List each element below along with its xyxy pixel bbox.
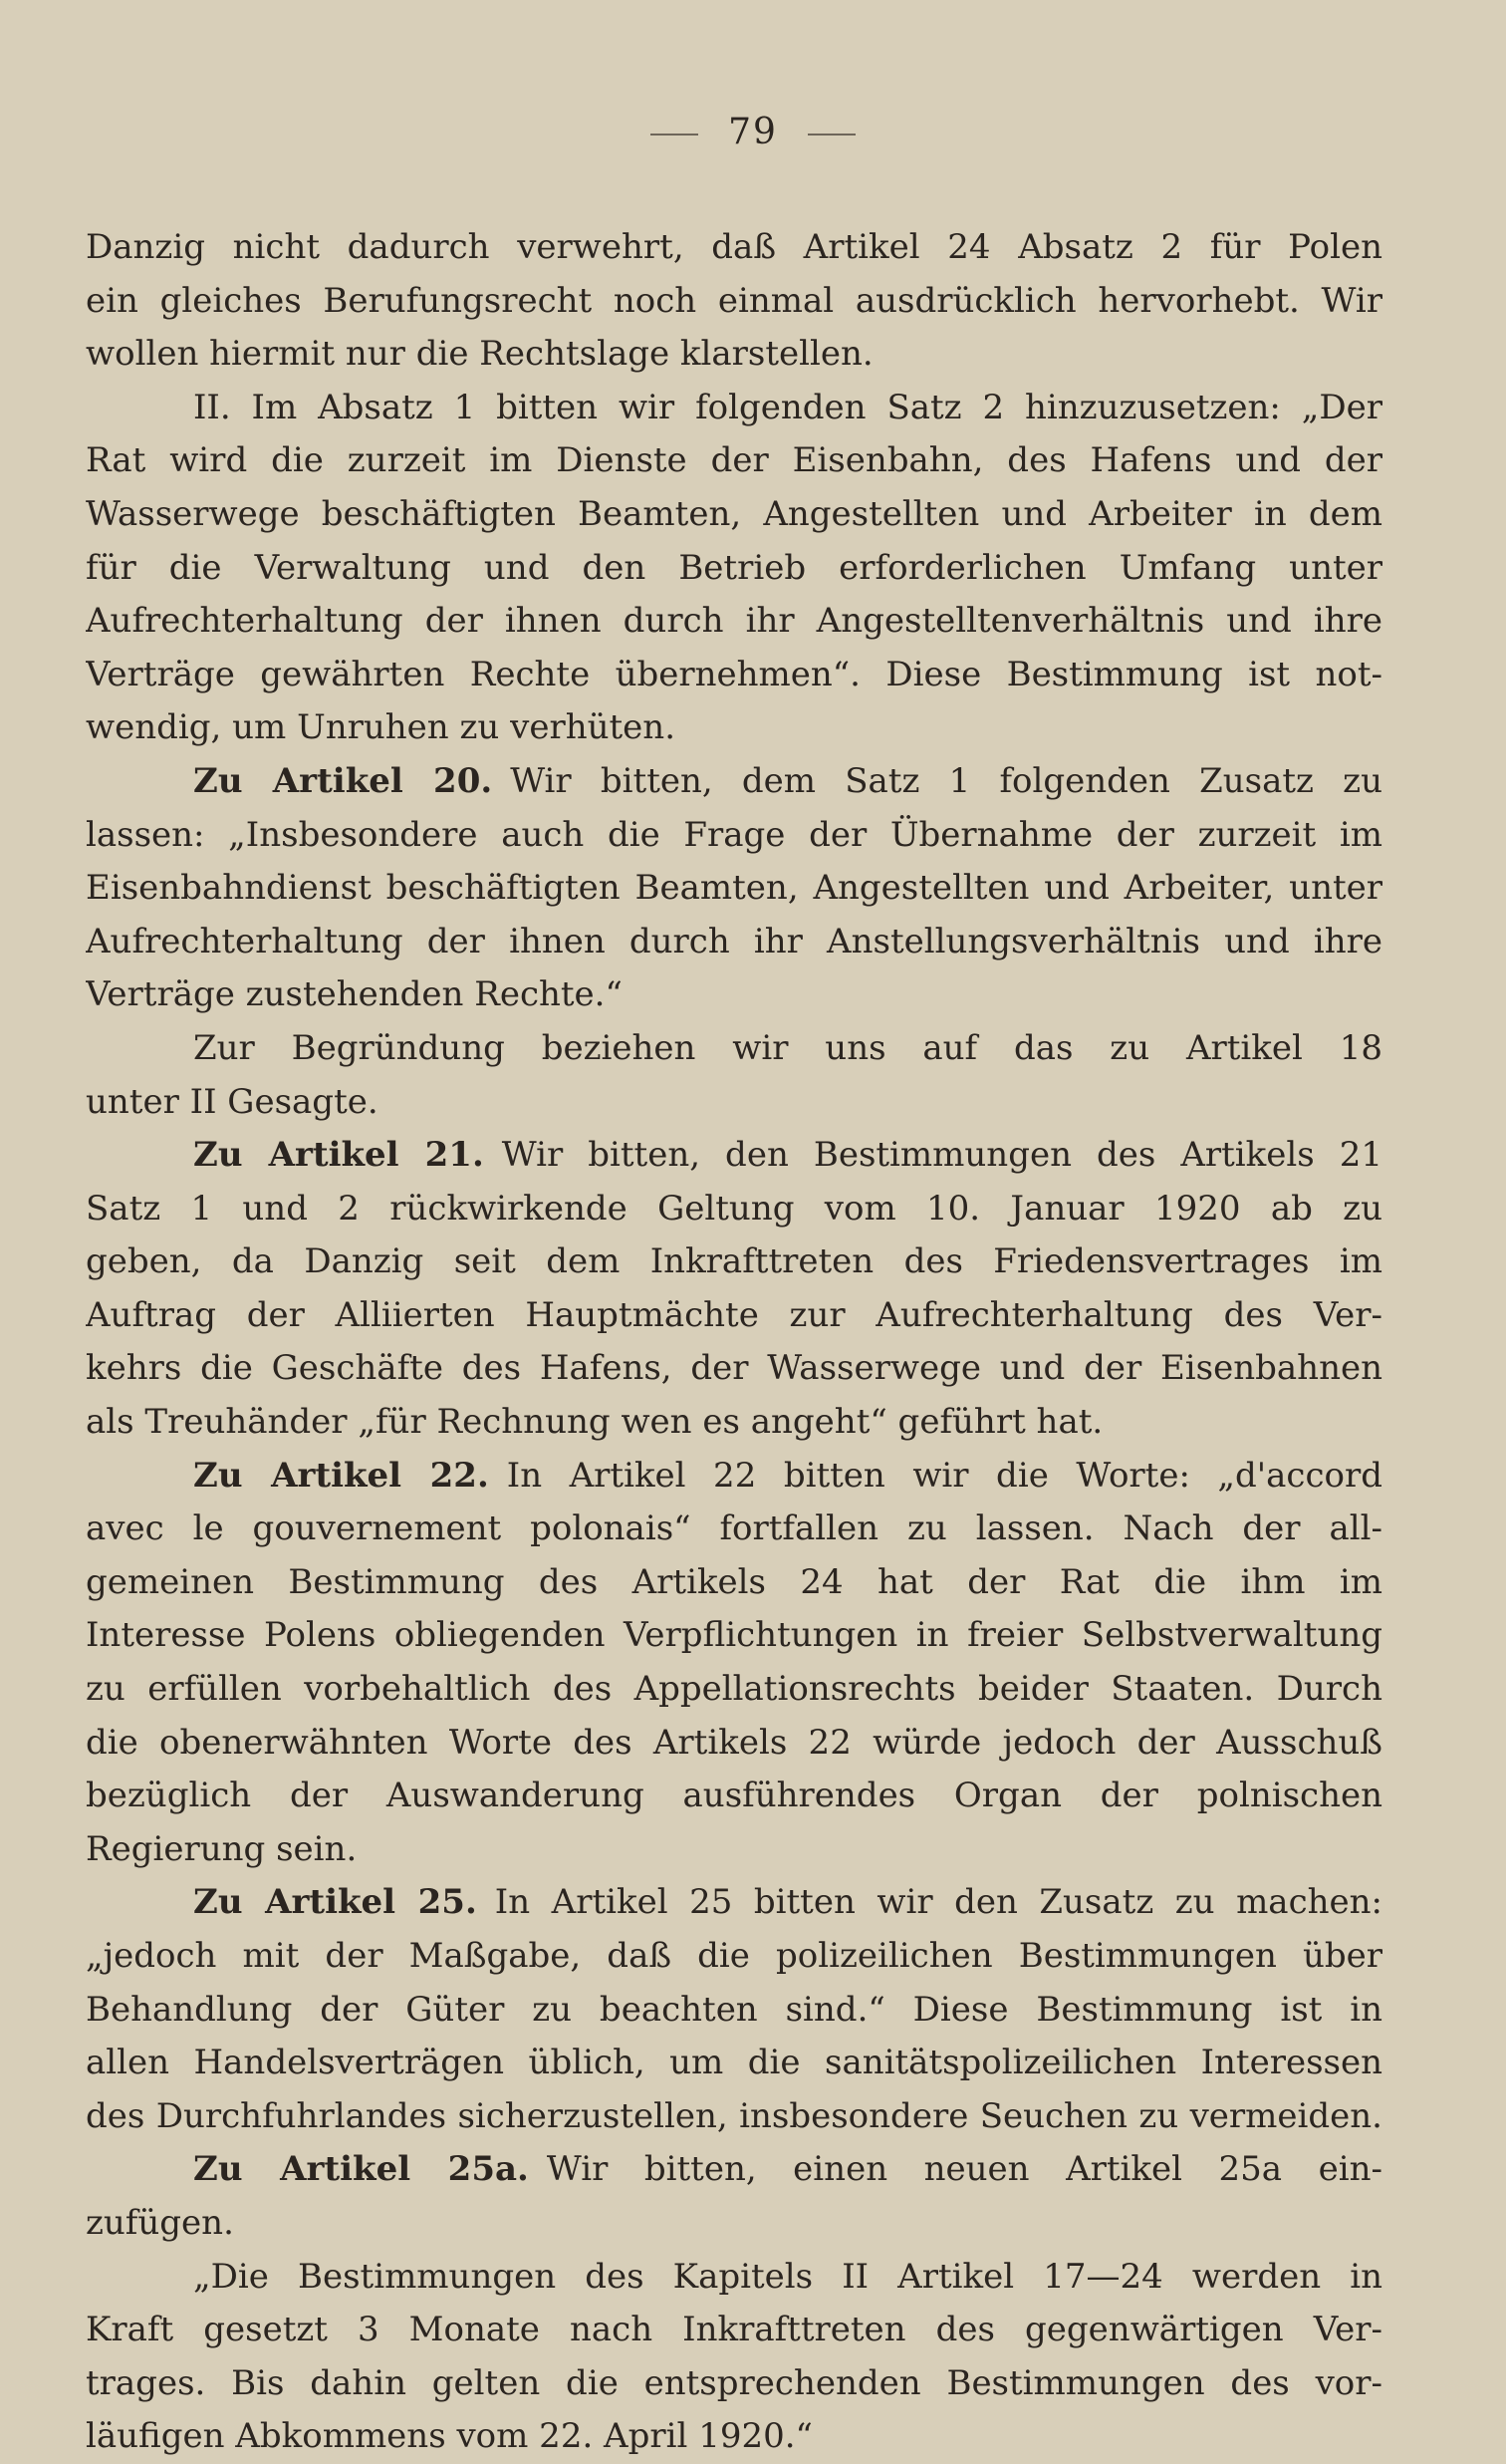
line-text: Satz 1 und 2 rückwirkende Geltung vom 10. Januar 1920 ab zu bbox=[86, 1188, 1382, 1229]
text-line bbox=[86, 2410, 1382, 2464]
text-line bbox=[86, 701, 1382, 755]
page-number bbox=[0, 112, 1506, 152]
line-text: Wir bitten, einen neuen Artikel 25a ein- bbox=[546, 2149, 1382, 2190]
line-text: zufügen. bbox=[86, 2202, 234, 2243]
text-line bbox=[86, 755, 1382, 809]
page-number-text: 79 bbox=[728, 112, 778, 152]
line-text: läufigen Abkommens vom 22. April 1920.“ bbox=[86, 2416, 813, 2457]
line-text: Behandlung der Güter zu beachten sind.“ Diese Bestimmung ist in bbox=[86, 1989, 1382, 2030]
line-text: Eisenbahndienst beschäftigten Beamten, Angestellten und Arbeiter, unter bbox=[86, 868, 1382, 909]
section-heading: Zu Artikel 20. bbox=[193, 760, 493, 801]
text-line bbox=[86, 1876, 1382, 1930]
line-text: trages. Bis dahin gelten die entsprechenden Bestimmungen des vor- bbox=[86, 2362, 1382, 2403]
line-text: Rat wird die zurzeit im Dienste der Eisenbahn, des Hafens und der bbox=[86, 440, 1382, 481]
text-line bbox=[86, 1183, 1382, 1236]
text-line bbox=[86, 862, 1382, 916]
document-body bbox=[86, 221, 1382, 2464]
line-text: allen Handelsverträgen üblich, um die sanitätspolizeilichen Interessen bbox=[86, 2043, 1382, 2083]
line-text: Wir bitten, den Bestimmungen des Artikels 21 bbox=[501, 1135, 1382, 1176]
line-text: Verträge zustehenden Rechte.“ bbox=[86, 974, 623, 1015]
text-line bbox=[86, 1663, 1382, 1717]
line-text: „jedoch mit der Maßgabe, daß die polizeilichen Bestimmungen über bbox=[86, 1936, 1382, 1976]
dash-right bbox=[808, 134, 856, 136]
line-text: kehrs die Geschäfte des Hafens, der Wasserwege und der Eisenbahnen bbox=[86, 1348, 1382, 1389]
text-line bbox=[86, 1556, 1382, 1610]
line-text: II. Im Absatz 1 bitten wir folgenden Satz 2 hinzuzusetzen: „Der bbox=[193, 387, 1382, 427]
text-line bbox=[86, 1930, 1382, 1984]
section-heading: Zu Artikel 25. bbox=[193, 1882, 477, 1923]
line-text: Aufrechterhaltung der ihnen durch ihr Anstellungsverhältnis und ihre bbox=[86, 921, 1382, 961]
text-line bbox=[86, 1984, 1382, 2038]
text-line bbox=[86, 1076, 1382, 1130]
line-text: Danzig nicht dadurch verwehrt, daß Artikel 24 Absatz 2 für Polen bbox=[86, 227, 1382, 267]
text-line bbox=[86, 1503, 1382, 1556]
line-text: Wir bitten, dem Satz 1 folgenden Zusatz zu bbox=[510, 760, 1382, 801]
line-text: des Durchfuhrlandes sicherzustellen, insbesondere Seuchen zu vermeiden. bbox=[86, 2095, 1382, 2136]
line-text: geben, da Danzig seit dem Inkrafttreten des Friedensvertrages im bbox=[86, 1241, 1382, 1282]
line-text: bezüglich der Auswanderung ausführendes Organ der polnischen bbox=[86, 1776, 1382, 1816]
text-line bbox=[86, 1022, 1382, 1076]
text-line bbox=[86, 809, 1382, 863]
line-text: avec le gouvernement polonais“ fortfallen zu lassen. Nach der all- bbox=[86, 1508, 1382, 1549]
line-text: ein gleiches Berufungsrecht noch einmal ausdrücklich hervorhebt. Wir bbox=[86, 280, 1382, 321]
text-line bbox=[86, 2037, 1382, 2090]
line-text: wendig, um Unruhen zu verhüten. bbox=[86, 707, 675, 748]
text-line bbox=[86, 2357, 1382, 2411]
section-heading: Zu Artikel 25a. bbox=[193, 2149, 529, 2190]
text-line bbox=[86, 916, 1382, 969]
text-line bbox=[86, 1609, 1382, 1663]
text-line bbox=[86, 2197, 1382, 2251]
text-line bbox=[86, 221, 1382, 275]
line-text: Verträge gewährten Rechte übernehmen“. Diese Bestimmung ist not- bbox=[86, 654, 1382, 694]
text-line bbox=[86, 1129, 1382, 1183]
section-heading: Zu Artikel 21. bbox=[193, 1135, 484, 1176]
line-text: Wasserwege beschäftigten Beamten, Angestellten und Arbeiter in dem bbox=[86, 493, 1382, 534]
line-text: Regierung sein. bbox=[86, 1828, 358, 1869]
text-line bbox=[86, 1823, 1382, 1877]
text-line bbox=[86, 2090, 1382, 2144]
text-line bbox=[86, 1235, 1382, 1289]
line-text: die obenerwähnten Worte des Artikels 22 würde jedoch der Ausschuß bbox=[86, 1722, 1382, 1763]
text-line bbox=[86, 275, 1382, 329]
text-line bbox=[86, 649, 1382, 702]
text-line bbox=[86, 542, 1382, 596]
line-text: als Treuhänder „für Rechnung wen es angeht“ geführt hat. bbox=[86, 1402, 1104, 1443]
line-text: Interesse Polens obliegenden Verpflichtungen in freier Selbstverwaltung bbox=[86, 1615, 1382, 1656]
text-line bbox=[86, 2304, 1382, 2357]
line-text: Zur Begründung beziehen wir uns auf das zu Artikel 18 bbox=[193, 1027, 1382, 1068]
line-text: In Artikel 22 bitten wir die Worte: „d'accord bbox=[506, 1455, 1382, 1496]
text-line bbox=[86, 434, 1382, 488]
text-line bbox=[86, 1770, 1382, 1823]
section-heading: Zu Artikel 22. bbox=[193, 1455, 489, 1496]
text-line bbox=[86, 1450, 1382, 1504]
line-text: wollen hiermit nur die Rechtslage klarstellen. bbox=[86, 334, 874, 375]
text-line bbox=[86, 595, 1382, 649]
line-text: Auftrag der Alliierten Hauptmächte zur Aufrechterhaltung des Ver- bbox=[86, 1294, 1382, 1335]
text-line bbox=[86, 2143, 1382, 2197]
line-text: zu erfüllen vorbehaltlich des Appellationsrechts beider Staaten. Durch bbox=[86, 1669, 1382, 1710]
text-line bbox=[86, 382, 1382, 435]
line-text: „Die Bestimmungen des Kapitels II Artikel 17—24 werden in bbox=[193, 2256, 1382, 2297]
line-text: unter II Gesagte. bbox=[86, 1081, 378, 1122]
text-line bbox=[86, 1396, 1382, 1450]
line-text: Kraft gesetzt 3 Monate nach Inkrafttreten des gegenwärtigen Ver- bbox=[86, 2310, 1382, 2350]
text-line bbox=[86, 488, 1382, 542]
line-text: lassen: „Insbesondere auch die Frage der Übernahme der zurzeit im bbox=[86, 814, 1382, 855]
text-line bbox=[86, 2251, 1382, 2305]
dash-left bbox=[650, 134, 698, 136]
text-line bbox=[86, 1289, 1382, 1343]
text-line bbox=[86, 968, 1382, 1022]
text-line bbox=[86, 1717, 1382, 1771]
text-line bbox=[86, 328, 1382, 382]
line-text: für die Verwaltung und den Betrieb erforderlichen Umfang unter bbox=[86, 547, 1382, 588]
text-line bbox=[86, 1342, 1382, 1396]
line-text: In Artikel 25 bitten wir den Zusatz zu machen: bbox=[494, 1882, 1382, 1923]
line-text: Aufrechterhaltung der ihnen durch ihr Angestelltenverhältnis und ihre bbox=[86, 601, 1382, 642]
line-text: gemeinen Bestimmung des Artikels 24 hat der Rat die ihm im bbox=[86, 1561, 1382, 1602]
